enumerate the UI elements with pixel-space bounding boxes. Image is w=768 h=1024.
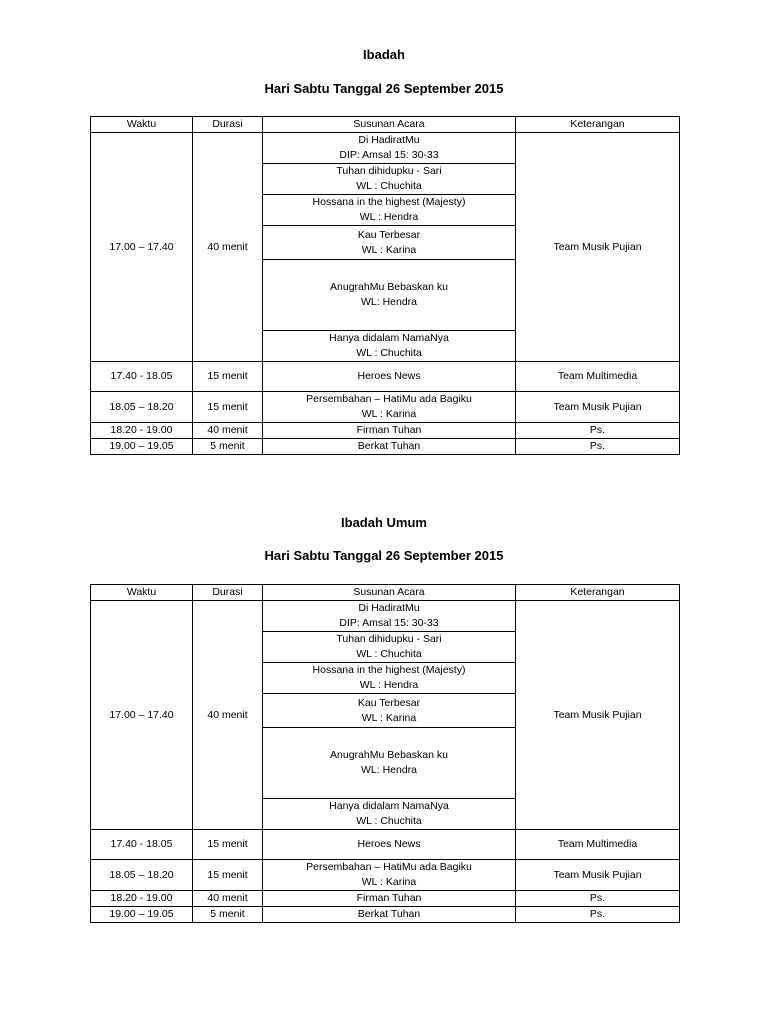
durasi-cell: 5 menit xyxy=(193,439,263,455)
durasi-cell: 15 menit xyxy=(193,860,263,891)
acara-line: WL : Chuchita xyxy=(356,180,422,192)
acara-line: WL : Chuchita xyxy=(356,347,422,359)
acara-line: Di HadiratMu xyxy=(358,602,420,614)
waktu-cell: 18.05 – 18.20 xyxy=(91,392,193,423)
acara-cell xyxy=(263,728,516,799)
waktu-cell: 19.00 – 19.05 xyxy=(91,439,193,455)
acara-line: Persembahan – HatiMu ada Bagiku xyxy=(306,393,472,405)
acara-cell xyxy=(263,164,516,195)
table-row xyxy=(91,830,680,860)
waktu-cell: 17.00 – 17.40 xyxy=(91,601,193,830)
keterangan-cell: Team Musik Pujian xyxy=(516,392,680,423)
header-susunan-acara: Susunan Acara xyxy=(263,117,516,133)
header-waktu: Waktu xyxy=(91,585,193,601)
waktu-cell: 17.40 - 18.05 xyxy=(91,830,193,860)
keterangan-cell: Team Musik Pujian xyxy=(516,601,680,830)
acara-line: WL : Hendra xyxy=(359,679,419,691)
table-row xyxy=(91,362,680,392)
acara-line: WL : Chuchita xyxy=(356,815,422,827)
acara-line: DIP: Amsal 15: 30-33 xyxy=(339,149,439,161)
keterangan-cell: Ps. xyxy=(516,439,680,455)
acara-cell: Firman Tuhan xyxy=(263,891,516,907)
acara-cell: Berkat Tuhan xyxy=(263,907,516,923)
keterangan-cell: Team Musik Pujian xyxy=(516,860,680,891)
section-title: Ibadah Umum xyxy=(341,515,427,530)
acara-line: Persembahan – HatiMu ada Bagiku xyxy=(306,861,472,873)
keterangan-cell: Team Musik Pujian xyxy=(516,133,680,362)
header-keterangan: Keterangan xyxy=(516,585,680,601)
acara-line: Hossana in the highest (Majesty) xyxy=(312,664,466,676)
keterangan-cell: Team Multimedia xyxy=(516,830,680,860)
acara-cell xyxy=(263,601,516,632)
durasi-cell: 15 menit xyxy=(193,830,263,860)
durasi-cell: 5 menit xyxy=(193,907,263,923)
waktu-cell: 18.05 – 18.20 xyxy=(91,860,193,891)
header-durasi: Durasi xyxy=(193,585,263,601)
acara-line: WL: Hendra xyxy=(360,764,418,776)
table-row xyxy=(91,423,680,439)
table-row xyxy=(91,860,680,891)
durasi-cell: 40 menit xyxy=(193,133,263,362)
waktu-cell: 17.00 – 17.40 xyxy=(91,133,193,362)
acara-line: WL : Hendra xyxy=(359,211,419,223)
table-row xyxy=(91,439,680,455)
acara-cell xyxy=(263,260,516,331)
schedule-table xyxy=(90,116,680,455)
acara-line: Hanya didalam NamaNya xyxy=(329,800,449,812)
schedule-table xyxy=(90,584,680,923)
table-row xyxy=(91,601,680,632)
acara-cell xyxy=(263,331,516,362)
acara-line: WL : Karina xyxy=(361,408,417,420)
table-row xyxy=(91,133,680,164)
acara-cell: Heroes News xyxy=(263,362,516,392)
acara-line: WL : Chuchita xyxy=(356,648,422,660)
keterangan-cell: Ps. xyxy=(516,423,680,439)
keterangan-cell: Team Multimedia xyxy=(516,362,680,392)
acara-cell xyxy=(263,799,516,830)
acara-cell: Firman Tuhan xyxy=(263,423,516,439)
acara-cell xyxy=(263,632,516,663)
acara-cell: Heroes News xyxy=(263,830,516,860)
waktu-cell: 18.20 - 19.00 xyxy=(91,423,193,439)
acara-line: WL : Karina xyxy=(361,243,417,256)
durasi-cell: 15 menit xyxy=(193,392,263,423)
acara-line: Hanya didalam NamaNya xyxy=(329,332,449,344)
acara-line: Kau Terbesar xyxy=(357,228,421,241)
acara-line: AnugrahMu Bebaskan ku xyxy=(330,281,448,293)
header-susunan-acara: Susunan Acara xyxy=(263,585,516,601)
acara-cell xyxy=(263,133,516,164)
table-row xyxy=(91,907,680,923)
section-subtitle: Hari Sabtu Tanggal 26 September 2015 xyxy=(264,548,504,563)
keterangan-cell: Ps. xyxy=(516,891,680,907)
header-durasi: Durasi xyxy=(193,117,263,133)
section-title: Ibadah xyxy=(363,47,405,62)
table-row xyxy=(91,392,680,423)
acara-cell xyxy=(263,860,516,891)
acara-line: Tuhan dihidupku - Sari xyxy=(336,633,442,645)
acara-line: Di HadiratMu xyxy=(358,134,420,146)
keterangan-cell: Ps. xyxy=(516,907,680,923)
acara-line: WL : Karina xyxy=(361,876,417,888)
acara-line: WL: Hendra xyxy=(360,296,418,308)
durasi-cell: 40 menit xyxy=(193,601,263,830)
acara-cell xyxy=(263,392,516,423)
section-subtitle: Hari Sabtu Tanggal 26 September 2015 xyxy=(264,81,504,96)
header-waktu: Waktu xyxy=(91,117,193,133)
acara-cell xyxy=(263,663,516,694)
acara-line: AnugrahMu Bebaskan ku xyxy=(330,749,448,761)
table-row xyxy=(91,891,680,907)
acara-cell xyxy=(263,694,516,728)
durasi-cell: 40 menit xyxy=(193,891,263,907)
acara-line: Tuhan dihidupku - Sari xyxy=(336,165,442,177)
waktu-cell: 19.00 – 19.05 xyxy=(91,907,193,923)
header-keterangan: Keterangan xyxy=(516,117,680,133)
acara-line: Kau Terbesar xyxy=(357,696,421,709)
table-header-row xyxy=(91,585,680,601)
waktu-cell: 17.40 - 18.05 xyxy=(91,362,193,392)
acara-line: Hossana in the highest (Majesty) xyxy=(312,196,466,208)
acara-line: DIP: Amsal 15: 30-33 xyxy=(339,617,439,629)
acara-cell: Berkat Tuhan xyxy=(263,439,516,455)
acara-cell xyxy=(263,226,516,260)
acara-line: WL : Karina xyxy=(361,711,417,724)
waktu-cell: 18.20 - 19.00 xyxy=(91,891,193,907)
table-header-row xyxy=(91,117,680,133)
durasi-cell: 15 menit xyxy=(193,362,263,392)
durasi-cell: 40 menit xyxy=(193,423,263,439)
acara-cell xyxy=(263,195,516,226)
